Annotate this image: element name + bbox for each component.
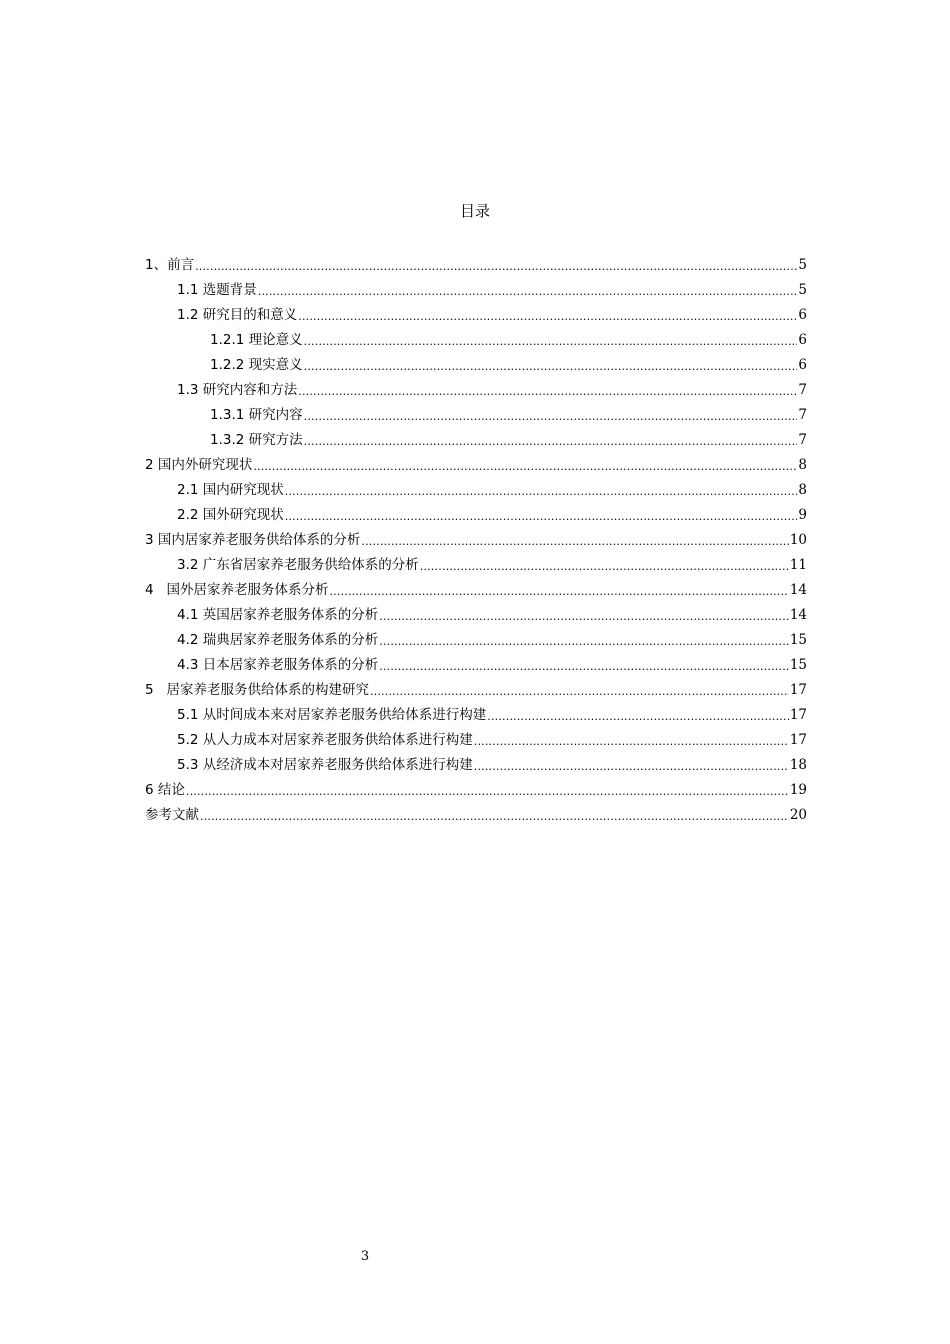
toc-entry-page: 14	[789, 607, 807, 623]
toc-entry-label: 1.2.2 现实意义	[210, 357, 303, 373]
toc-entry-label: 2.1 国内研究现状	[177, 482, 284, 498]
toc-entry-page: 17	[789, 682, 807, 698]
toc-entry-page: 11	[789, 557, 807, 573]
toc-entry-page: 15	[789, 657, 807, 673]
toc-entry-page: 17	[789, 707, 807, 723]
toc-entry[interactable]	[145, 423, 807, 448]
dot-leader	[420, 560, 789, 573]
toc-entry-page: 19	[789, 782, 807, 798]
toc-entry[interactable]	[145, 398, 807, 423]
toc-entry-page: 20	[789, 807, 807, 823]
toc-entry-label: 1.2 研究目的和意义	[177, 307, 298, 323]
dot-leader	[304, 435, 798, 448]
toc-entry-label: 参考文献	[145, 807, 199, 823]
dot-leader	[304, 410, 798, 423]
toc-entry-page: 8	[798, 482, 807, 498]
toc-entry[interactable]	[145, 323, 807, 348]
toc-entry-label: 3 国内居家养老服务供给体系的分析	[145, 532, 361, 548]
toc-entry[interactable]	[145, 348, 807, 373]
dot-leader	[258, 285, 798, 298]
dot-leader	[370, 685, 789, 698]
toc-title: 目录	[459, 202, 490, 220]
toc-entry-label: 1、前言	[145, 257, 195, 273]
dot-leader	[298, 385, 797, 398]
toc-entry-label: 4.3 日本居家养老服务体系的分析	[177, 657, 379, 673]
toc-entry-page: 5	[798, 282, 807, 298]
dot-leader	[298, 310, 797, 323]
toc-entry[interactable]	[145, 248, 807, 273]
toc-entry[interactable]	[145, 723, 807, 748]
toc-entry[interactable]	[145, 573, 807, 598]
toc-entry[interactable]	[145, 473, 807, 498]
toc-entry-label: 2.2 国外研究现状	[177, 507, 284, 523]
toc-entry-page: 6	[798, 357, 807, 373]
dot-leader	[304, 335, 798, 348]
toc-entry-label: 5.1 从时间成本来对居家养老服务供给体系进行构建	[177, 707, 487, 723]
toc-entry-page: 7	[798, 382, 807, 398]
toc-entry-label: 1.1 选题背景	[177, 282, 257, 298]
dot-leader	[379, 635, 789, 648]
toc-entry-label: 5.2 从人力成本对居家养老服务供给体系进行构建	[177, 732, 473, 748]
toc-entry[interactable]	[145, 523, 807, 548]
toc-entry[interactable]	[145, 298, 807, 323]
toc-entry-page: 10	[789, 532, 807, 548]
toc-entry-label: 1.2.1 理论意义	[210, 332, 303, 348]
toc-entry[interactable]	[145, 448, 807, 473]
toc-entry[interactable]	[145, 648, 807, 673]
toc-entry-label: 3.2 广东省居家养老服务供给体系的分析	[177, 557, 419, 573]
toc-entry-page: 6	[798, 332, 807, 348]
toc-entry-label: 4.1 英国居家养老服务体系的分析	[177, 607, 379, 623]
dot-leader	[329, 585, 788, 598]
dot-leader	[186, 785, 789, 798]
toc-entry-page: 15	[789, 632, 807, 648]
toc-entry[interactable]	[145, 498, 807, 523]
toc-entry-label: 2 国内外研究现状	[145, 457, 253, 473]
toc-entry-page: 14	[789, 582, 807, 598]
toc-entry-label: 1.3 研究内容和方法	[177, 382, 298, 398]
dot-leader	[487, 710, 789, 723]
toc-entry-page: 5	[798, 257, 807, 273]
dot-leader	[474, 735, 789, 748]
toc-entry-label: 5.3 从经济成本对居家养老服务供给体系进行构建	[177, 757, 473, 773]
dot-leader	[304, 360, 798, 373]
dot-leader	[253, 460, 797, 473]
toc-entry[interactable]	[145, 698, 807, 723]
toc-entry-page: 8	[798, 457, 807, 473]
dot-leader	[361, 535, 788, 548]
dot-leader	[200, 810, 789, 823]
toc-entry[interactable]	[145, 673, 807, 698]
dot-leader	[285, 510, 798, 523]
toc-entry-label: 1.3.1 研究内容	[210, 407, 303, 423]
toc-entry-page: 9	[798, 507, 807, 523]
table-of-contents	[145, 248, 807, 823]
page-number: 3	[360, 1249, 370, 1264]
toc-entry-label: 4.2 瑞典居家养老服务体系的分析	[177, 632, 379, 648]
toc-entry-page: 6	[798, 307, 807, 323]
toc-entry-page: 7	[798, 432, 807, 448]
toc-entry-label: 4 国外居家养老服务体系分析	[145, 582, 329, 598]
toc-entry-label: 6 结论	[145, 782, 185, 798]
toc-entry[interactable]	[145, 623, 807, 648]
toc-entry-label: 5 居家养老服务供给体系的构建研究	[145, 682, 369, 698]
toc-entry[interactable]	[145, 548, 807, 573]
dot-leader	[285, 485, 798, 498]
toc-entry-label: 1.3.2 研究方法	[210, 432, 303, 448]
toc-entry[interactable]	[145, 748, 807, 773]
toc-entry[interactable]	[145, 773, 807, 798]
toc-entry-page: 17	[789, 732, 807, 748]
dot-leader	[379, 660, 789, 673]
toc-entry-page: 7	[798, 407, 807, 423]
dot-leader	[195, 260, 797, 273]
dot-leader	[379, 610, 789, 623]
toc-entry[interactable]	[145, 798, 807, 823]
toc-entry[interactable]	[145, 273, 807, 298]
toc-entry[interactable]	[145, 373, 807, 398]
dot-leader	[474, 760, 789, 773]
toc-entry-page: 18	[789, 757, 807, 773]
toc-entry[interactable]	[145, 598, 807, 623]
